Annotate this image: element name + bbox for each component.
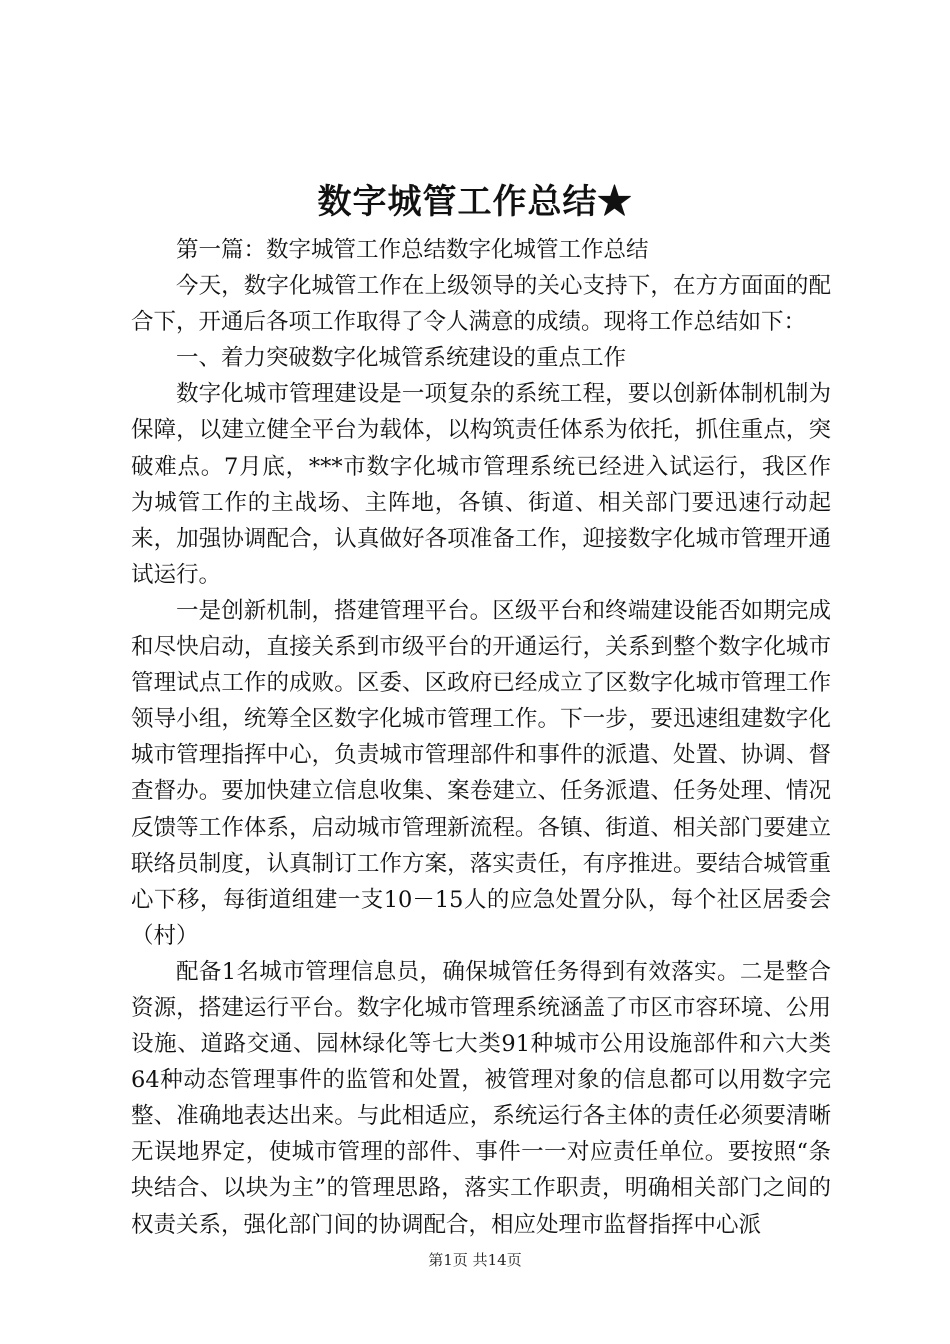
document-body [131,232,831,1243]
section-heading: 第一篇：数字城管工作总结数字化城管工作总结 [176,237,649,263]
body-paragraph: 今天，数字化城管工作在上级领导的关心支持下，在方方面面的配合下，开通后各项工作取得了令人满意的成绩。现将工作总结如下： [131,273,831,336]
subsection-heading: 一、着力突破数字化城管系统建设的重点工作 [176,345,627,372]
body-paragraph: 数字化城市管理建设是一项复杂的系统工程，要以创新体制机制为保障，以建立健全平台为载体，以构筑责任体系为依托，抓住重点，突破难点。7月底，***市数字化城市管理系统已经进入试运行，我区作为城管工作的主战场、主阵地，各镇、街道、相关部门要迅速行动起来，加强协调配合，认真做好各项准备工作，迎接数字化城市管理开通试运行。 [131,381,831,588]
page-footer: 第1页 共14页 [428,1251,522,1269]
body-paragraph: 配备1名城市管理信息员，确保城管任务得到有效落实。二是整合资源，搭建运行平台。数字化城市管理系统涵盖了市区市容环境、公用设施、道路交通、园林绿化等七大类91种城市公用设施部件和六大类64种动态管理事件的监管和处置，被管理对象的信息都可以用数字完整、准确地表达出来。与此相适应，系统运行各主体的责任必须要清晰无误地界定，使城市管理的部件、事件一一对应责任单位。要按照“条块结合、以块为主”的管理思路，落实工作职责，明确相关部门之间的权责关系，强化部门间的协调配合，相应处理市监督指挥中心派 [131,958,831,1238]
document-title: 数字城管工作总结★ [317,182,633,222]
body-paragraph: 一是创新机制，搭建管理平台。区级平台和终端建设能否如期完成和尽快启动，直接关系到市级平台的开通运行，关系到整个数字化城市管理试点工作的成败。区委、区政府已经成立了区数字化城市管理工作领导小组，统筹全区数字化城市管理工作。下一步，要迅速组建数字化城市管理指挥中心，负责城市管理部件和事件的派遣、处置、协调、督查督办。要加快建立信息收集、案卷建立、任务派遣、任务处理、情况反馈等工作体系，启动城市管理新流程。各镇、街道、相关部门要建立联络员制度，认真制订工作方案，落实责任，有序推进。要结合城管重心下移，每街道组建一支10－15人的应急处置分队，每个社区居委会（村） [131,597,831,949]
